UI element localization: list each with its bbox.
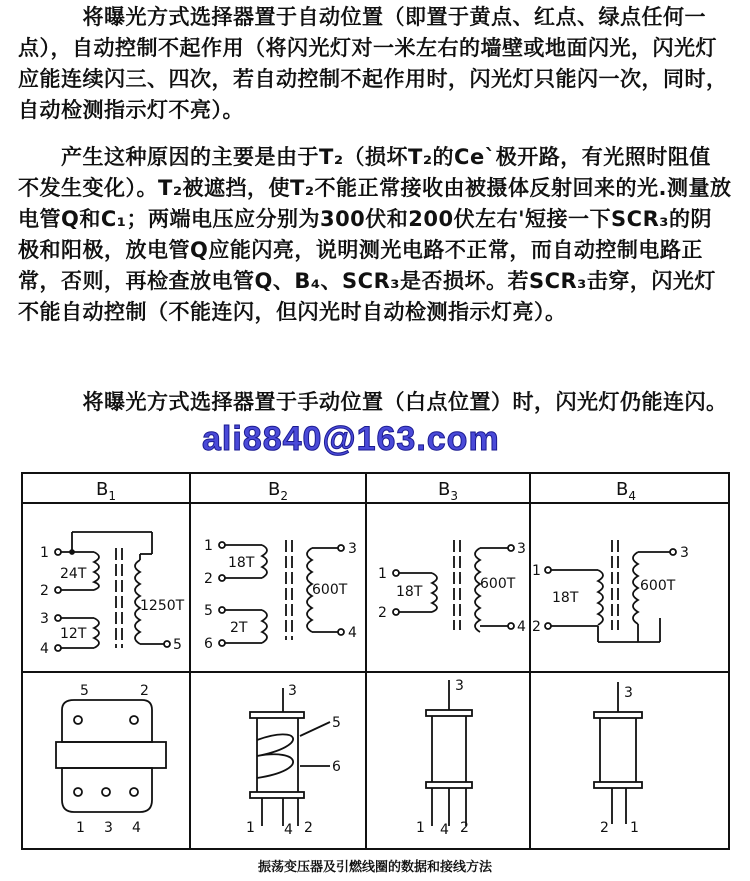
b2-bottom-pin-4: 4 bbox=[284, 822, 293, 838]
b1-winding-24t: 24T bbox=[60, 566, 87, 582]
b2-side-pin-5: 5 bbox=[332, 715, 341, 731]
b2-top-pin-3: 3 bbox=[288, 683, 297, 699]
b4-top-pin-3: 3 bbox=[624, 685, 633, 701]
b4-pin-3: 3 bbox=[680, 545, 689, 561]
b4-winding-18t: 18T bbox=[552, 590, 579, 606]
paragraph-cause: 产生这种原因的主要是由于T₂（损坏T₂的Ce`极开路，有光照时阻值不发生变化）。T₂被遮挡，使T₂不能正常接收由被摄体反射回来的光.测量放电管Q和C₁；两端电压应分别为300伏和200伏左右'短接一下SCR₃的阴极和阳极，放电管Q应能闪亮，说明测光电路不正常，而自动控制电路正常，否则，再检查放电管Q、B₄、SCR₃是否损坏。若SCR₃击穿，闪光灯不能自动控制（不能连闪，但闪光时自动检测指示灯亮）。 bbox=[18, 145, 732, 324]
b3-top-pin-3: 3 bbox=[455, 678, 464, 694]
b1-bottom-pin-3: 3 bbox=[104, 820, 113, 836]
b3-winding-18t: 18T bbox=[396, 584, 423, 600]
b3-pin-1: 1 bbox=[378, 566, 387, 582]
header-b2: $B_2$ bbox=[268, 479, 288, 503]
b2-side-pin-6: 6 bbox=[332, 759, 341, 775]
b2-pin-6: 6 bbox=[204, 636, 213, 652]
table-frame bbox=[22, 473, 729, 849]
b1-physical bbox=[56, 700, 166, 812]
b2-pin-3: 3 bbox=[348, 541, 357, 557]
b2-bottom-pin-1: 1 bbox=[246, 820, 255, 836]
b3-physical bbox=[426, 680, 472, 826]
b1-top-pin-5: 5 bbox=[80, 683, 89, 699]
b3-bottom-pin-2: 2 bbox=[460, 820, 469, 836]
header-b1: $B_1$ bbox=[96, 479, 116, 503]
b2-physical bbox=[250, 688, 330, 826]
b2-pin-5: 5 bbox=[204, 603, 213, 619]
b1-pin-2: 2 bbox=[40, 583, 49, 599]
paragraph-manual-mode: 将曝光方式选择器置于手动位置（白点位置）时，闪光灯仍能连闪。 bbox=[18, 390, 728, 414]
email-watermark: ali8840@163.com bbox=[202, 420, 500, 458]
b4-pin-2: 2 bbox=[532, 619, 541, 635]
b2-bottom-pin-2: 2 bbox=[304, 820, 313, 836]
b3-pin-4: 4 bbox=[517, 619, 526, 635]
b3-bottom-pin-4: 4 bbox=[440, 822, 449, 838]
b1-pin-1: 1 bbox=[40, 545, 49, 561]
b1-winding-12t: 12T bbox=[60, 626, 87, 642]
paragraph-auto-mode: 将曝光方式选择器置于自动位置（即置于黄点、红点、绿点任何一点），自动控制不起作用（将闪光灯对一米左右的墙壁或地面闪光，闪光灯应能连续闪三、四次，若自动控制不起作用时，闪光灯只能闪一次，同时，自动检测指示灯不亮）。 bbox=[18, 5, 728, 122]
b3-pin-2: 2 bbox=[378, 605, 387, 621]
b1-winding-1250t: 1250T bbox=[140, 598, 185, 614]
header-b3: $B_3$ bbox=[438, 479, 458, 503]
b3-bottom-pin-1: 1 bbox=[416, 820, 425, 836]
b2-pin-1: 1 bbox=[204, 538, 213, 554]
b4-pin-1: 1 bbox=[532, 563, 541, 579]
b2-pin-2: 2 bbox=[204, 571, 213, 587]
b4-bottom-pin-2: 2 bbox=[600, 820, 609, 836]
b1-pin-5: 5 bbox=[173, 637, 182, 653]
figure-caption: 振荡变压器及引燃线圈的数据和接线方法 bbox=[257, 860, 492, 875]
b3-pin-3: 3 bbox=[517, 541, 526, 557]
b1-pin-4: 4 bbox=[40, 641, 49, 657]
b3-winding-600t: 600T bbox=[480, 576, 516, 592]
b2-pin-4: 4 bbox=[348, 625, 357, 641]
b1-pin-3: 3 bbox=[40, 611, 49, 627]
b1-top-pin-2: 2 bbox=[140, 683, 149, 699]
header-b4: $B_4$ bbox=[616, 479, 636, 503]
b1-bottom-pin-1: 1 bbox=[76, 820, 85, 836]
b1-bottom-pin-4: 4 bbox=[132, 820, 141, 836]
b4-bottom-pin-1: 1 bbox=[630, 820, 639, 836]
b4-winding-600t: 600T bbox=[640, 578, 676, 594]
b2-winding-600t: 600T bbox=[312, 582, 348, 598]
b2-winding-2t: 2T bbox=[230, 620, 248, 636]
b2-winding-18t: 18T bbox=[228, 555, 255, 571]
b4-physical bbox=[594, 682, 642, 824]
